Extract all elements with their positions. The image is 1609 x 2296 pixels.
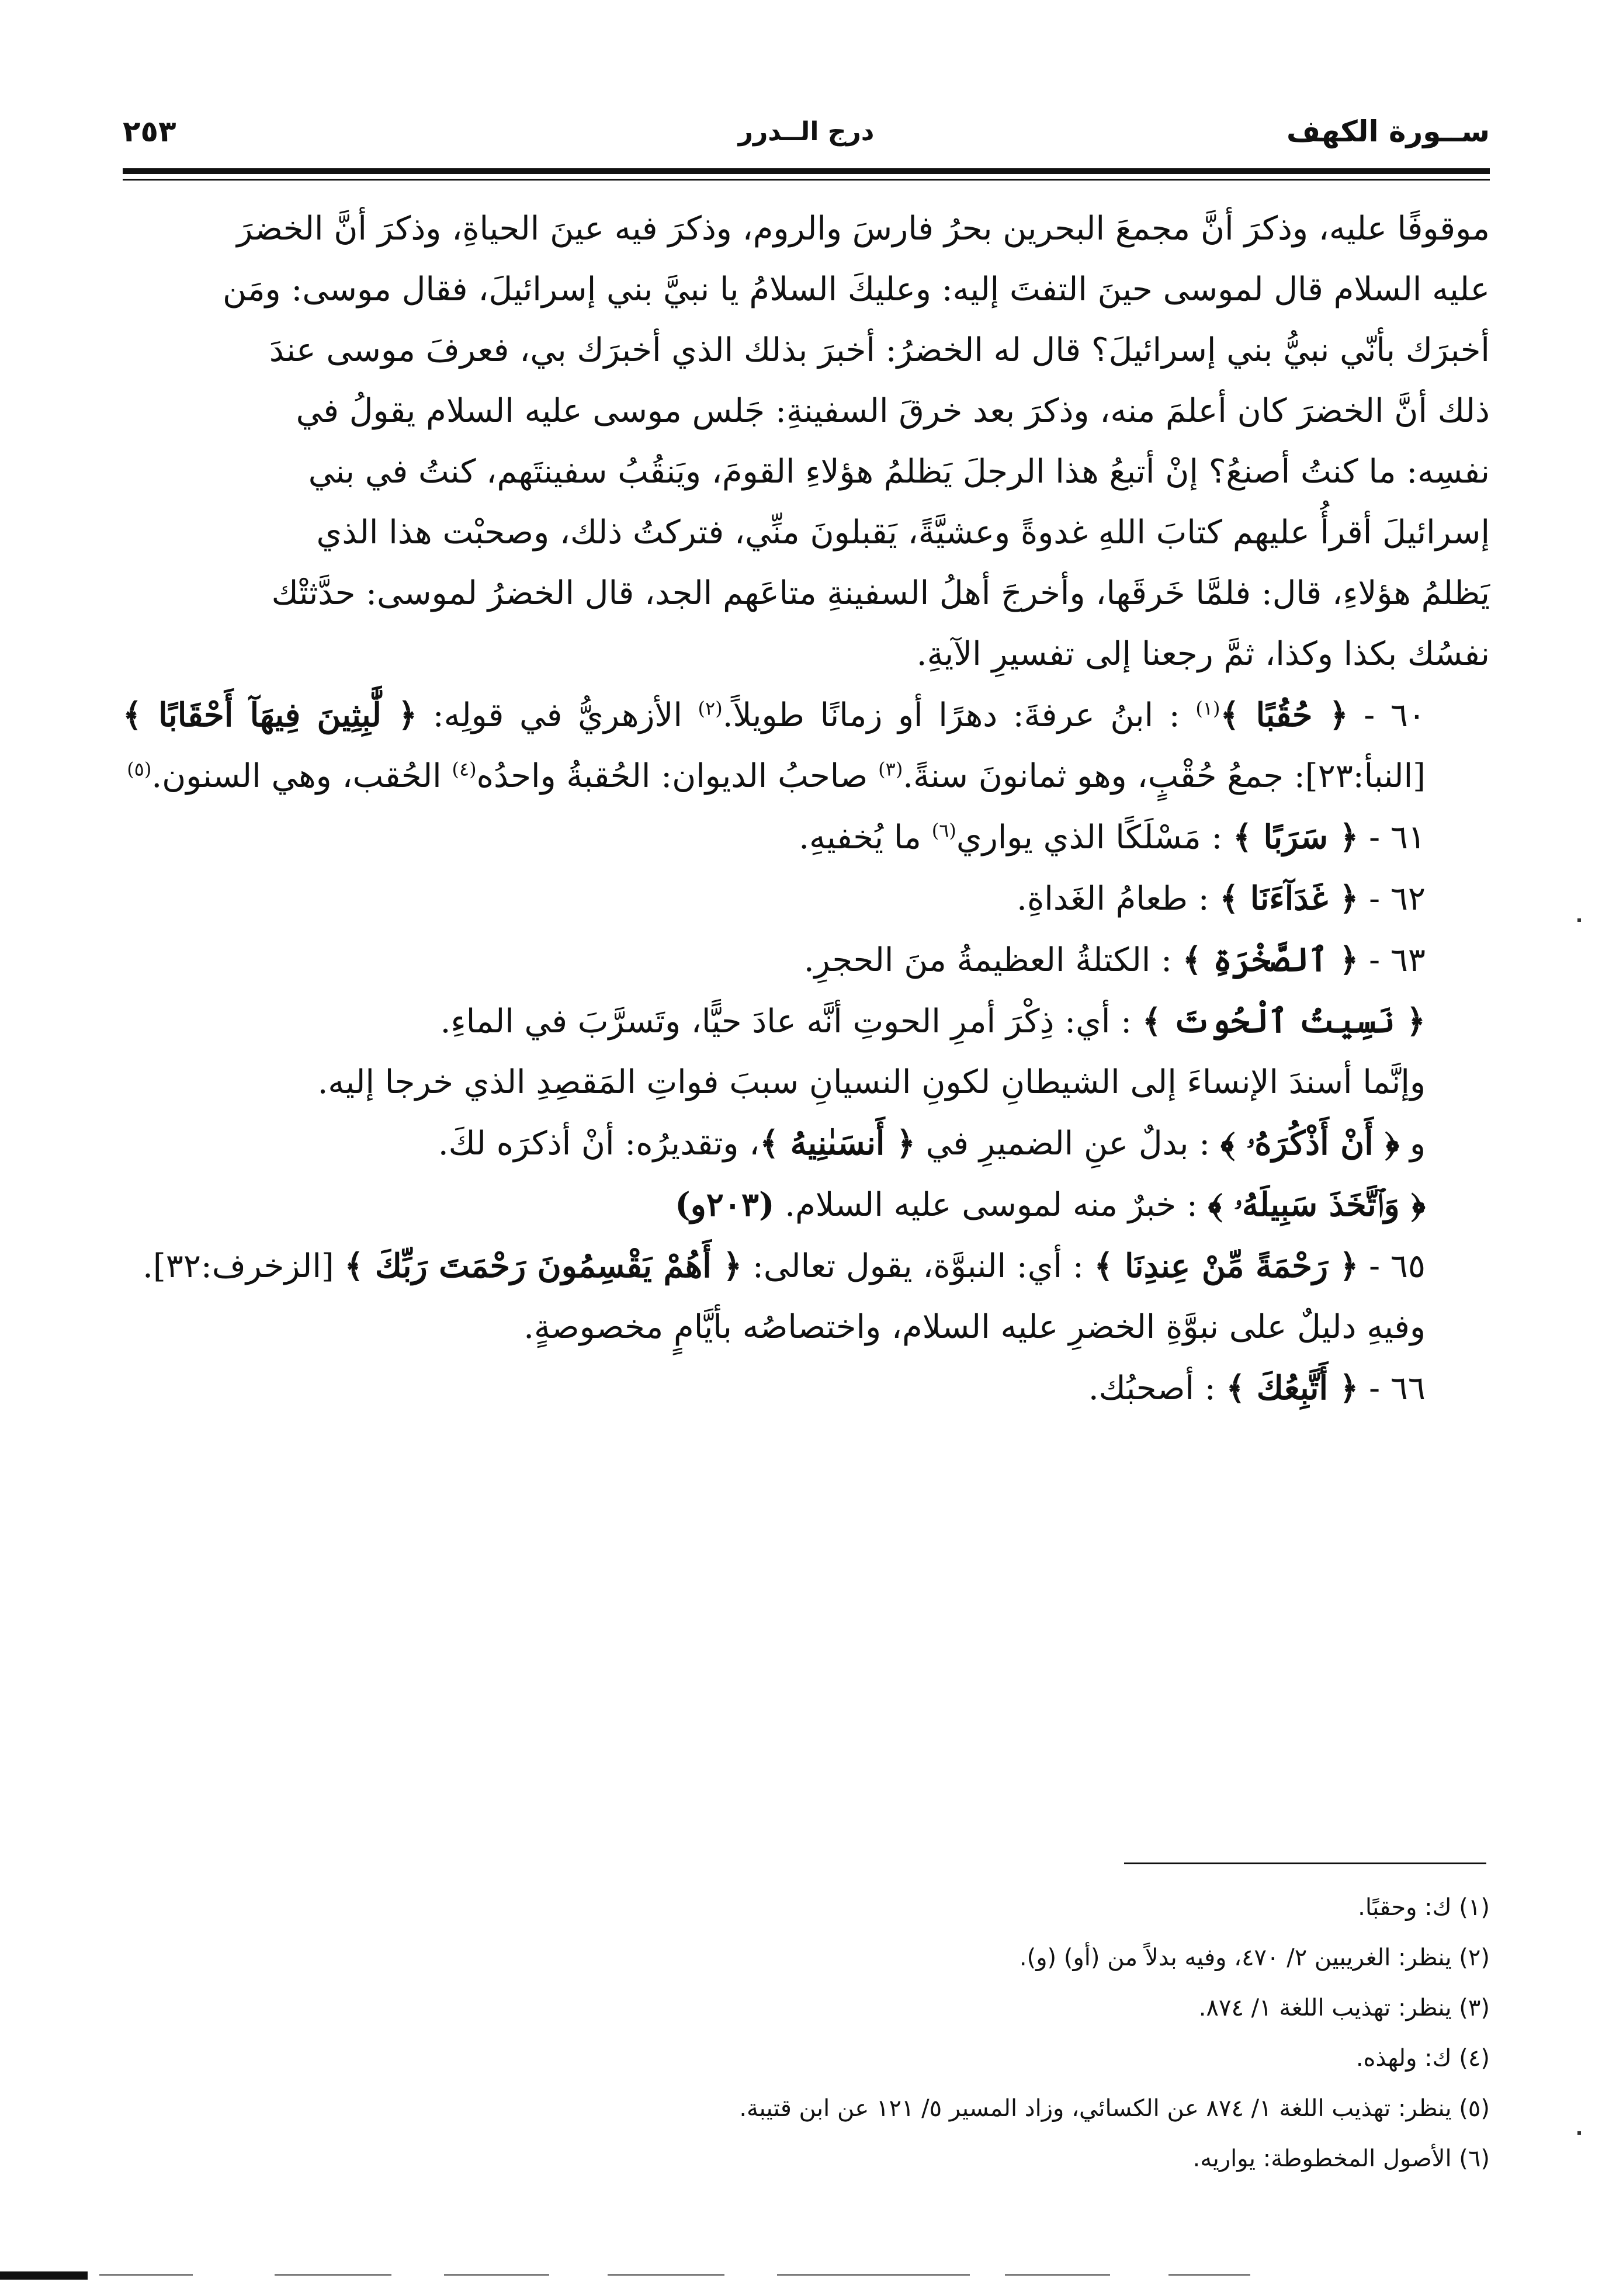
entry-text: : مَسْلَكًا الذي يواري xyxy=(956,818,1233,856)
quran-word: ﴿ نَسِيتُ ٱلْحُوتَ ﴾ xyxy=(1142,1002,1426,1041)
book-title: درج الــدرر xyxy=(738,117,875,147)
verse-61-entry xyxy=(123,807,1490,868)
quran-word: ﴿ غَدَآءَنَا ﴾ xyxy=(1219,879,1359,918)
footnote-ref-2: (٢) xyxy=(698,697,723,720)
text-line-1: موقوفًا عليه، وذكرَ أنَّ مجمعَ البحرين بحرُ فارسَ والروم، وذكرَ فيه عينَ الحياةِ، وذكرَ أنَّ الخضرَ xyxy=(237,210,1490,248)
entry-text: : أي: ذِكْرَ أمرِ الحوتِ أنَّه عادَ حيًّا، وتَسرَّبَ في الماءِ. xyxy=(440,1003,1142,1041)
footnote-ref-1: (١) xyxy=(1195,697,1220,720)
scan-edge-line xyxy=(275,2274,391,2276)
footnote-ref-3: (٣) xyxy=(878,758,903,781)
entry-text: و xyxy=(1399,1125,1426,1163)
footnote-4: (٤) ك: ولهذه. xyxy=(1355,2045,1490,2072)
scan-edge-mark xyxy=(0,2271,88,2280)
quran-word: ﴿ وَٱتَّخَذَ سَبِيلَهُۥ ﴾ xyxy=(1208,1185,1426,1224)
header-rule-thin xyxy=(123,179,1490,181)
quran-word: ﴿ ٱلصَّخْرَةِ ﴾ xyxy=(1182,941,1359,979)
entry-text: [الزخرف:٣٢]. xyxy=(143,1247,345,1285)
page-header xyxy=(123,115,1490,167)
footnote-6: (٦) الأصول المخطوطة: يواريه. xyxy=(1192,2145,1490,2172)
verse-63-note-sabil xyxy=(123,1174,1490,1236)
footnote-3: (٣) ينظر: تهذيب اللغة ١/ ٨٧٤. xyxy=(1198,1995,1490,2021)
scan-edge-line xyxy=(608,2274,724,2276)
verse-63-note-fish xyxy=(123,991,1490,1052)
verse-63-note-badal xyxy=(123,1113,1490,1174)
scan-edge-line xyxy=(444,2274,549,2276)
quran-word: ﴿ أَتَّبِعُكَ ﴾ xyxy=(1226,1369,1359,1407)
quran-word: ﴿ أَنسَىٰنِيهُ ﴾ xyxy=(760,1124,916,1163)
quran-word: ﴿ أَنْ أَذْكُرَهُۥ ﴾ xyxy=(1220,1124,1400,1163)
footnote-ref-4: (٤) xyxy=(452,758,477,781)
entry-text: [النبأ:٢٣]: جمعُ حُقْبٍ، وهو ثمانونَ سنةً. xyxy=(903,757,1426,795)
entry-text: الحُقب، وهي السنون. xyxy=(151,757,452,795)
verse-65-entry xyxy=(123,1236,1490,1297)
entry-text: : خبرٌ منه لموسى عليه السلام. xyxy=(774,1186,1208,1224)
entry-number: ٦١ - xyxy=(1358,818,1426,856)
entry-text: : طعامُ الغَداةِ. xyxy=(1017,880,1220,918)
main-text xyxy=(123,199,1490,1419)
footnote-2: (٢) ينظر: الغريبين ٢/ ٤٧٠، وفيه بدلاً من (أو) (و). xyxy=(1019,1944,1490,1971)
entry-text: ، وتقديرُه: أنْ أذكرَه لكَ. xyxy=(438,1125,760,1163)
verse-63-entry xyxy=(123,930,1490,991)
entry-number: ٦٢ - xyxy=(1358,880,1426,918)
entry-text: ما يُخفيهِ. xyxy=(799,818,932,856)
footnote-ref-6: (٦) xyxy=(931,819,956,842)
scan-edge-dot xyxy=(1577,2131,1581,2135)
verse-65-note: وفيهِ دليلٌ على نبوَّةِ الخضرِ عليه السلام، واختصاصُه بأيَّامٍ مخصوصةٍ. xyxy=(523,1308,1426,1346)
footnotes xyxy=(123,1882,1490,2184)
entry-text: : ابنُ عرفةَ: دهرًا أو زمانًا طويلاً. xyxy=(722,696,1196,734)
verse-62-entry xyxy=(123,868,1490,930)
footnote-1: (١) ك: وحقبًا. xyxy=(1358,1894,1490,1921)
entry-number: ٦٥ - xyxy=(1358,1247,1426,1285)
footnote-5: (٥) ينظر: تهذيب اللغة ١/ ٨٧٤ عن الكسائي، وزاد المسير ٥/ ١٢١ عن ابن قتيبة. xyxy=(739,2095,1490,2122)
entry-text: : أصحبُك. xyxy=(1088,1369,1226,1407)
text-line-6: إسرائيلَ أقرأُ عليهم كتابَ اللهِ غدوةً وعشيَّةً، يَقبلونَ منِّي، فتركتُ ذلك، وصحبْت هذا الذي xyxy=(316,514,1490,552)
page-number: ٢٥٣ xyxy=(123,115,176,148)
footnote-separator xyxy=(1124,1863,1486,1864)
text-line-8: نفسُك بكذا وكذا، ثمَّ رجعنا إلى تفسيرِ الآيةِ. xyxy=(916,635,1490,673)
entry-number: ٦٣ - xyxy=(1358,941,1426,979)
scan-edge-line xyxy=(1168,2274,1250,2276)
scan-edge-line xyxy=(99,2274,193,2276)
quran-word: ﴿ رَحْمَةً مِّنْ عِندِنَا ﴾ xyxy=(1094,1247,1359,1285)
entry-text: صاحبُ الديوان: الحُقبةُ واحدُه xyxy=(476,757,879,795)
entry-text: الأزهريُّ في قولِه: xyxy=(417,696,698,734)
scan-edge-line xyxy=(777,2274,970,2276)
quran-word: ﴿ سَرَبًا ﴾ xyxy=(1233,818,1359,856)
quran-quote: ﴿ لَّٰبِثِينَ فِيهَآ أَحْقَابًا ﴾ xyxy=(123,696,418,734)
entry-number: ٦٠ - xyxy=(1348,696,1426,734)
footnote-ref-5: (٥) xyxy=(127,758,152,781)
scan-edge-dot xyxy=(1577,918,1581,922)
entry-text: : بدلٌ عنِ الضميرِ في xyxy=(915,1125,1220,1163)
text-line-7: يَظلمُ هؤلاءِ، قال: فلمَّا خَرقَها، وأخرجَ أهلُ السفينةِ متاعَهم الجد، قال الخضرُ لموسى: حدَّثتْك xyxy=(271,574,1490,612)
entry-number: ٦٦ - xyxy=(1358,1369,1426,1407)
verse-66-entry xyxy=(123,1358,1490,1419)
text-line-5: نفسِه: ما كنتُ أصنعُ؟ إنْ أتبعُ هذا الرجلَ يَظلمُ هؤلاءِ القومَ، ويَنقُبُ سفينتَهم، كنتُ في بني xyxy=(308,453,1490,491)
quran-word: ﴿ حُقُبًا ﴾ xyxy=(1220,696,1348,734)
verse-63-note-shaitan: وإنَّما أسندَ الإنساءَ إلى الشيطانِ لكونِ النسيانِ سببَ فواتِ المَقصِدِ الذي خرجا إليه. xyxy=(317,1063,1426,1101)
text-line-4: ذلك أنَّ الخضرَ كان أعلمَ منه، وذكرَ بعد خرقَ السفينةِ: جَلس موسى عليه السلام يقولُ في xyxy=(296,392,1490,430)
manuscript-ref: (٢٠٣و) xyxy=(675,1185,775,1224)
surah-title: ســورة الكهف xyxy=(1286,115,1490,148)
verse-60-entry xyxy=(123,685,1490,807)
scan-edge-line xyxy=(1005,2274,1110,2276)
quran-quote: ﴿ أَهُمْ يَقْسِمُونَ رَحْمَتَ رَبِّكَ ﴾ xyxy=(344,1247,743,1285)
entry-text: : الكتلةُ العظيمةُ منَ الحجرِ. xyxy=(803,941,1183,979)
header-rule-thick xyxy=(123,168,1490,174)
text-line-3: أخبرَك بأنّي نبيُّ بني إسرائيلَ؟ قال له الخضرُ: أخبرَ بذلك الذي أخبرَك بي، فعرفَ موسى عندَ xyxy=(269,331,1490,369)
text-line-2: عليه السلام قال لموسى حينَ التفتَ إليه: وعليكَ السلامُ يا نبيَّ بني إسرائيلَ، فقال موسى: ومَن xyxy=(223,270,1490,308)
entry-text: : أي: النبوَّة، يقول تعالى: xyxy=(742,1247,1094,1285)
